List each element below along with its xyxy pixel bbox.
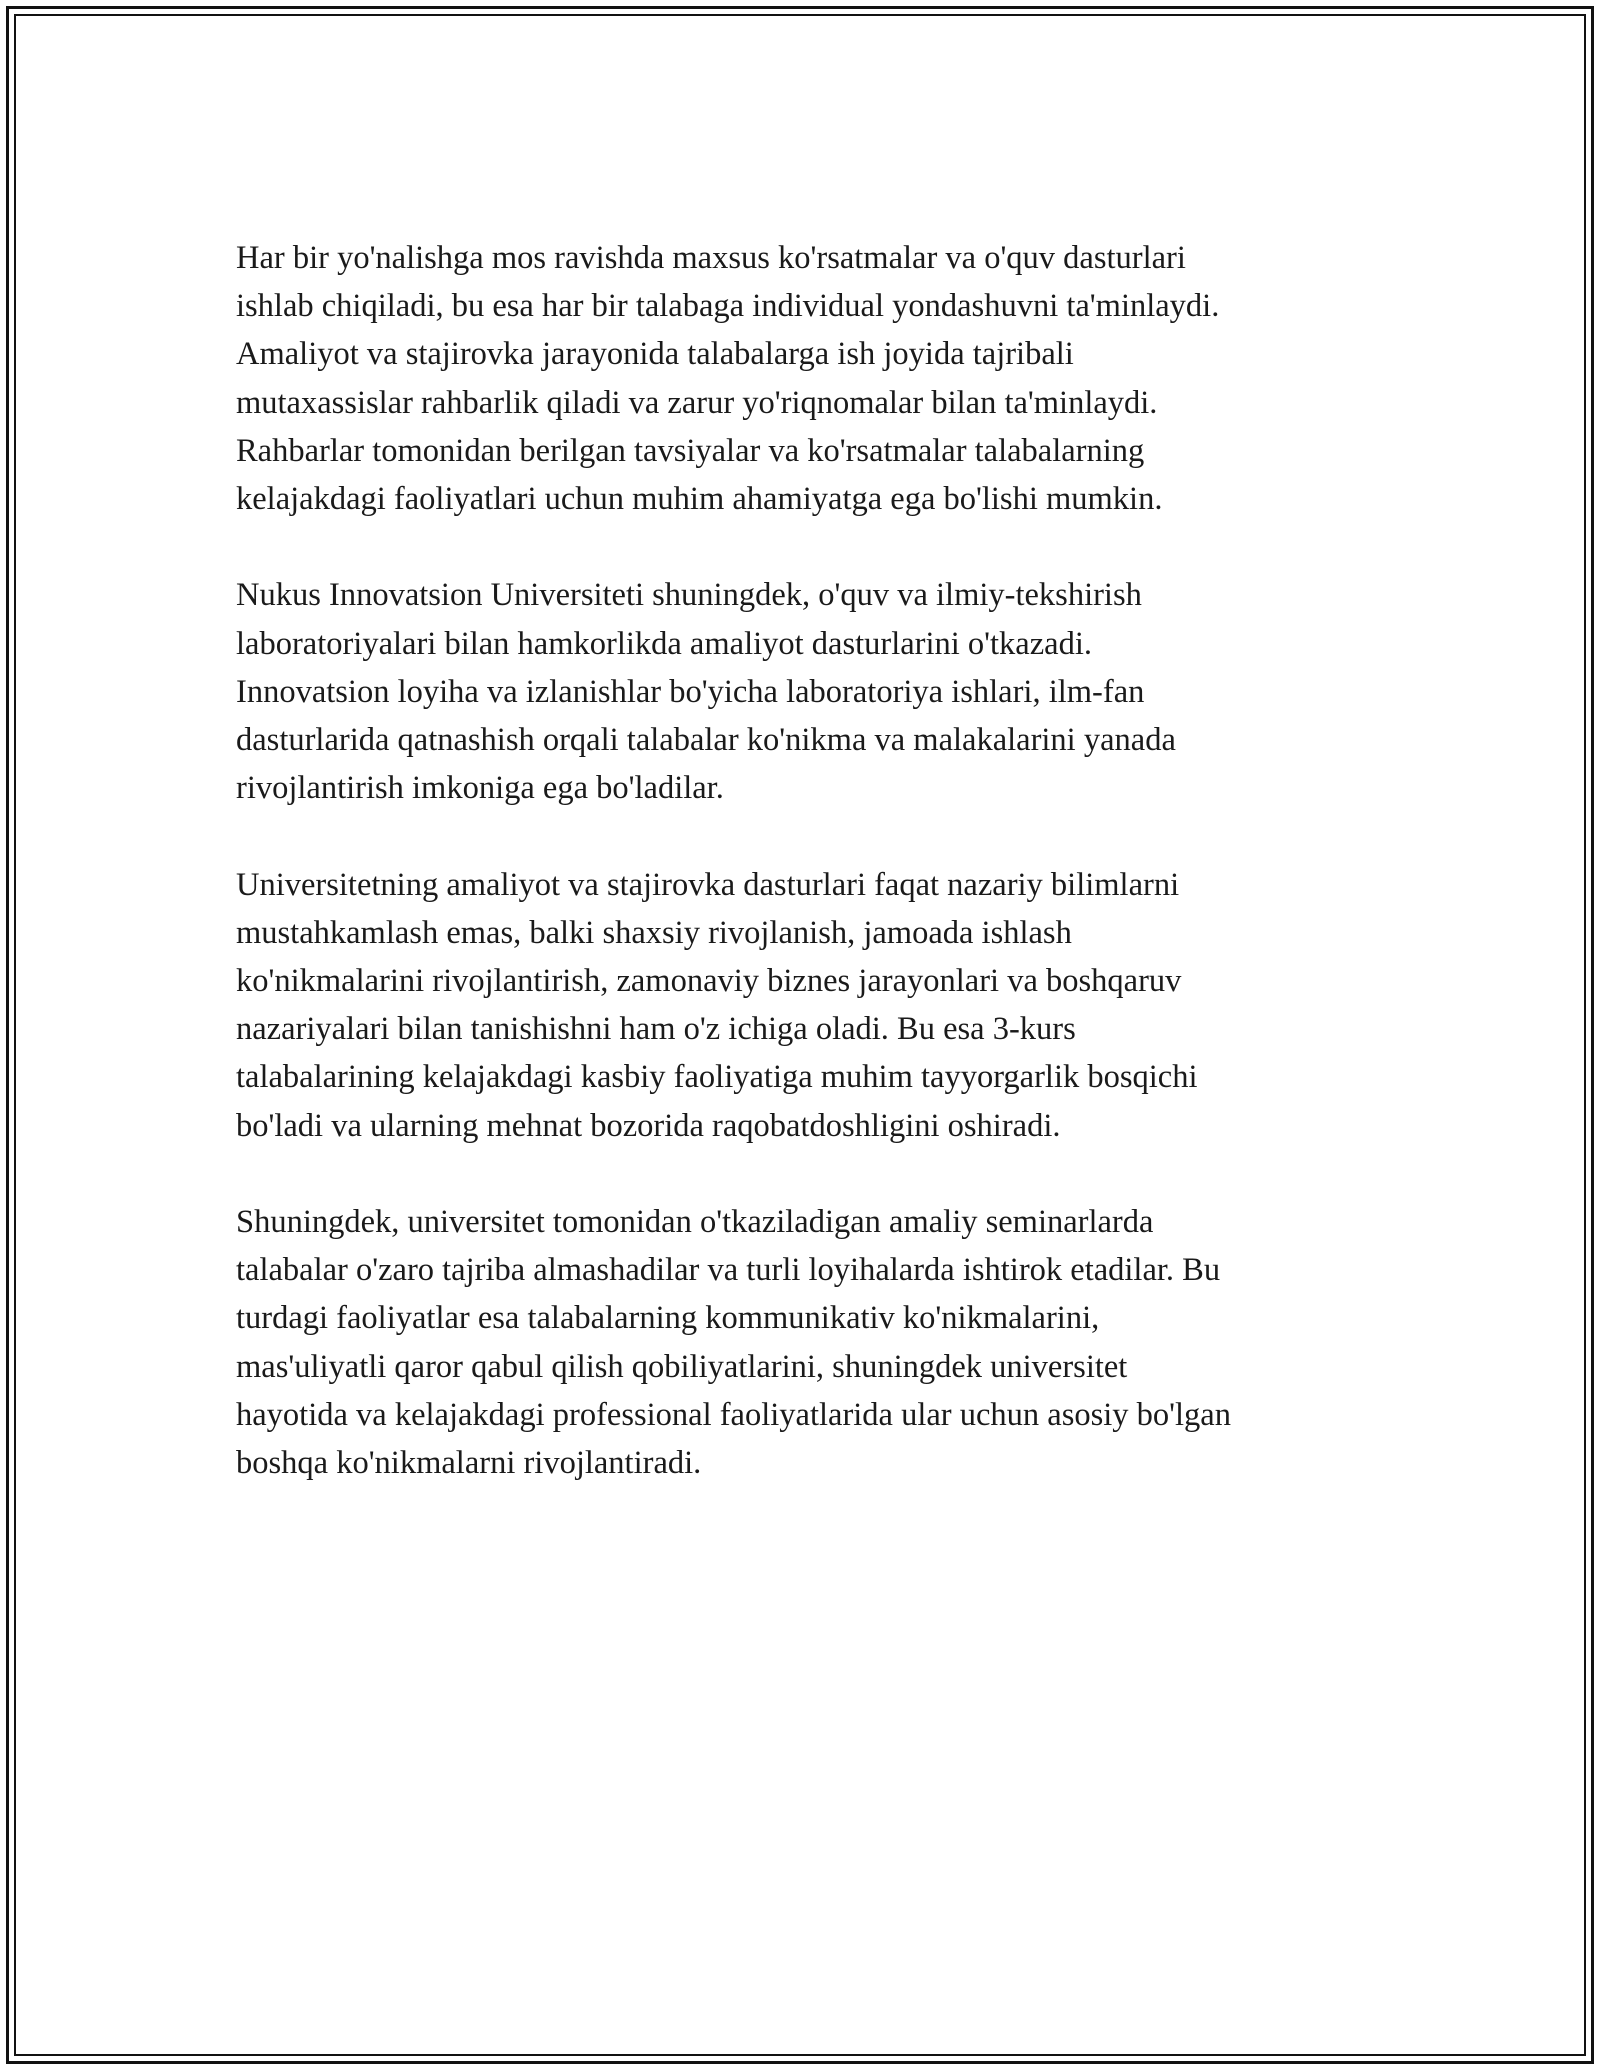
text-line: turdagi faoliyatlar esa talabalarning kommunikativ ko'nikmalarini,	[236, 1300, 1100, 1337]
text-line: Nukus Innovatsion Universiteti shuningdek, o'quv va ilmiy-tekshirish	[236, 577, 1142, 614]
text-line: hayotida va kelajakdagi professional faoliyatlarida ular uchun asosiy bo'lgan	[236, 1396, 1231, 1433]
text-line: Har bir yo'nalishga mos ravishda maxsus ko'rsatmalar va o'quv dasturlari	[236, 240, 1186, 276]
text-line: Universitetning amaliyot va stajirovka dasturlari faqat nazariy bilimlarni	[236, 866, 1180, 903]
text-line: bo'ladi va ularning mehnat bozorida raqobatdoshligini oshiradi.	[236, 1107, 1061, 1144]
paragraph-2	[236, 571, 1416, 812]
text-line: Innovatsion loyiha va izlanishlar bo'yicha laboratoriya ishlari, ilm-fan	[236, 673, 1145, 710]
document-body	[236, 234, 1416, 1535]
paragraph-1	[236, 234, 1416, 523]
text-line: talabalarining kelajakdagi kasbiy faoliyatiga muhim tayyorgarlik bosqichi	[236, 1059, 1198, 1096]
text-line: rivojlantirish imkoniga ega bo'ladilar.	[236, 770, 724, 807]
text-line: ko'nikmalarini rivojlantirish, zamonaviy biznes jarayonlari va boshqaruv	[236, 963, 1182, 1000]
paragraph-3	[236, 861, 1416, 1150]
text-line: mutaxassislar rahbarlik qiladi va zarur yo'riqnomalar bilan ta'minlaydi.	[236, 384, 1158, 421]
text-line: Shuningdek, universitet tomonidan o'tkaziladigan amaliy seminarlarda	[236, 1204, 1154, 1241]
text-line: mustahkamlash emas, balki shaxsiy rivojlanish, jamoada ishlash	[236, 914, 1072, 951]
text-line: boshqa ko'nikmalarni rivojlantiradi.	[236, 1445, 702, 1482]
text-line: dasturlarida qatnashish orqali talabalar ko'nikma va malakalarini yanada	[236, 722, 1176, 759]
text-line: talabalar o'zaro tajriba almashadilar va turli loyihalarda ishtirok etadilar. Bu	[236, 1252, 1221, 1289]
text-line: ishlab chiqiladi, bu esa har bir talabaga individual yondashuvni ta'minlaydi.	[236, 288, 1220, 325]
text-line: Rahbarlar tomonidan berilgan tavsiyalar va ko'rsatmalar talabalarning	[236, 432, 1145, 469]
text-line: kelajakdagi faoliyatlari uchun muhim ahamiyatga ega bo'lishi mumkin.	[236, 481, 1163, 518]
text-line: mas'uliyatli qaror qabul qilish qobiliyatlarini, shuningdek universitet	[236, 1348, 1128, 1385]
paragraph-4	[236, 1198, 1416, 1487]
text-line: laboratoriyalari bilan hamkorlikda amaliyot dasturlarini o'tkazadi.	[236, 625, 1092, 662]
text-line: nazariyalari bilan tanishishni ham o'z ichiga oladi. Bu esa 3-kurs	[236, 1011, 1076, 1048]
text-line: Amaliyot va stajirovka jarayonida talabalarga ish joyida tajribali	[236, 336, 1074, 373]
